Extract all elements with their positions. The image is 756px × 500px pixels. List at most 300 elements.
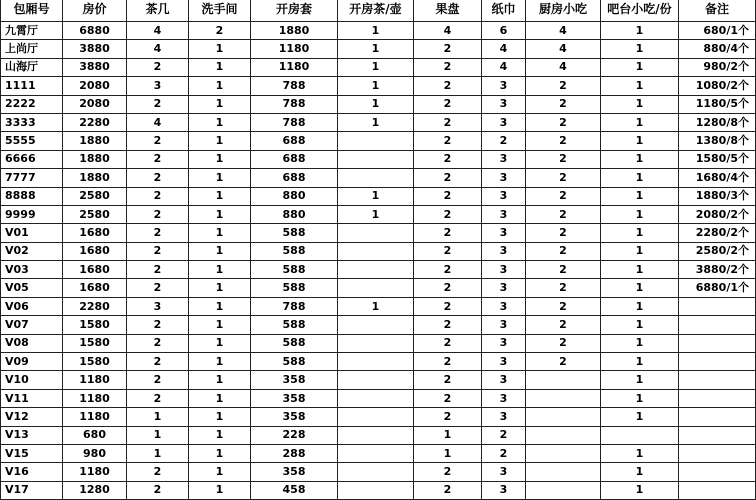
cell-bar-snack[interactable]: 1 xyxy=(601,150,679,168)
header-tea-table[interactable]: 茶几 xyxy=(127,0,189,22)
cell-tea-table[interactable]: 2 xyxy=(127,169,189,187)
cell-room-set[interactable]: 688 xyxy=(251,169,338,187)
cell-restroom[interactable]: 1 xyxy=(189,334,251,352)
cell-room-price[interactable]: 980 xyxy=(63,444,127,462)
cell-tissue[interactable]: 3 xyxy=(482,205,526,223)
cell-bar-snack[interactable]: 1 xyxy=(601,353,679,371)
cell-restroom[interactable]: 1 xyxy=(189,389,251,407)
cell-fruit-plate[interactable]: 2 xyxy=(414,58,482,76)
cell-tea-table[interactable]: 3 xyxy=(127,297,189,315)
cell-room-set[interactable]: 688 xyxy=(251,150,338,168)
cell-tea-table[interactable]: 2 xyxy=(127,242,189,260)
cell-bar-snack[interactable]: 1 xyxy=(601,58,679,76)
cell-room-price[interactable]: 6880 xyxy=(63,22,127,40)
cell-kitchen-snack[interactable]: 4 xyxy=(526,22,601,40)
cell-restroom[interactable]: 1 xyxy=(189,426,251,444)
cell-room-tea[interactable] xyxy=(338,408,414,426)
cell-notes[interactable] xyxy=(679,334,756,352)
cell-room-no[interactable]: V15 xyxy=(1,444,63,462)
cell-room-price[interactable]: 1580 xyxy=(63,353,127,371)
cell-kitchen-snack[interactable]: 4 xyxy=(526,58,601,76)
cell-room-no[interactable]: V10 xyxy=(1,371,63,389)
cell-fruit-plate[interactable]: 2 xyxy=(414,481,482,499)
cell-room-price[interactable]: 1880 xyxy=(63,150,127,168)
cell-tissue[interactable]: 3 xyxy=(482,279,526,297)
cell-room-price[interactable]: 1180 xyxy=(63,389,127,407)
cell-kitchen-snack[interactable]: 2 xyxy=(526,150,601,168)
cell-kitchen-snack[interactable] xyxy=(526,463,601,481)
cell-bar-snack[interactable]: 1 xyxy=(601,242,679,260)
cell-restroom[interactable]: 1 xyxy=(189,187,251,205)
header-tissue[interactable]: 纸巾 xyxy=(482,0,526,22)
cell-room-set[interactable]: 1880 xyxy=(251,22,338,40)
cell-bar-snack[interactable] xyxy=(601,426,679,444)
cell-room-tea[interactable]: 1 xyxy=(338,95,414,113)
cell-room-price[interactable]: 1880 xyxy=(63,132,127,150)
cell-room-price[interactable]: 2580 xyxy=(63,205,127,223)
cell-tissue[interactable]: 3 xyxy=(482,408,526,426)
cell-room-price[interactable]: 3880 xyxy=(63,40,127,58)
cell-bar-snack[interactable]: 1 xyxy=(601,279,679,297)
cell-room-set[interactable]: 880 xyxy=(251,205,338,223)
cell-room-set[interactable]: 458 xyxy=(251,481,338,499)
cell-fruit-plate[interactable]: 2 xyxy=(414,463,482,481)
cell-tea-table[interactable]: 4 xyxy=(127,113,189,131)
cell-bar-snack[interactable]: 1 xyxy=(601,95,679,113)
cell-bar-snack[interactable]: 1 xyxy=(601,297,679,315)
cell-kitchen-snack[interactable]: 2 xyxy=(526,95,601,113)
cell-notes[interactable] xyxy=(679,426,756,444)
cell-restroom[interactable]: 1 xyxy=(189,353,251,371)
cell-tea-table[interactable]: 2 xyxy=(127,463,189,481)
cell-kitchen-snack[interactable] xyxy=(526,426,601,444)
cell-kitchen-snack[interactable] xyxy=(526,389,601,407)
cell-room-set[interactable]: 358 xyxy=(251,408,338,426)
cell-room-set[interactable]: 588 xyxy=(251,334,338,352)
cell-notes[interactable]: 680/1个 xyxy=(679,22,756,40)
cell-room-price[interactable]: 680 xyxy=(63,426,127,444)
cell-room-tea[interactable]: 1 xyxy=(338,22,414,40)
cell-room-set[interactable]: 588 xyxy=(251,316,338,334)
cell-restroom[interactable]: 1 xyxy=(189,297,251,315)
cell-room-tea[interactable]: 1 xyxy=(338,187,414,205)
cell-fruit-plate[interactable]: 2 xyxy=(414,95,482,113)
cell-room-price[interactable]: 1880 xyxy=(63,169,127,187)
cell-room-no[interactable]: V03 xyxy=(1,261,63,279)
cell-tissue[interactable]: 2 xyxy=(482,132,526,150)
cell-bar-snack[interactable]: 1 xyxy=(601,463,679,481)
cell-tea-table[interactable]: 2 xyxy=(127,334,189,352)
cell-fruit-plate[interactable]: 2 xyxy=(414,316,482,334)
cell-notes[interactable]: 6880/1个 xyxy=(679,279,756,297)
cell-room-tea[interactable]: 1 xyxy=(338,40,414,58)
cell-room-set[interactable]: 1180 xyxy=(251,58,338,76)
cell-tissue[interactable]: 3 xyxy=(482,316,526,334)
cell-bar-snack[interactable]: 1 xyxy=(601,224,679,242)
cell-fruit-plate[interactable]: 2 xyxy=(414,353,482,371)
cell-room-price[interactable]: 1680 xyxy=(63,242,127,260)
cell-tissue[interactable]: 3 xyxy=(482,242,526,260)
cell-room-tea[interactable]: 1 xyxy=(338,205,414,223)
cell-room-no[interactable]: 九霄厅 xyxy=(1,22,63,40)
cell-fruit-plate[interactable]: 2 xyxy=(414,389,482,407)
cell-room-no[interactable]: 2222 xyxy=(1,95,63,113)
cell-fruit-plate[interactable]: 2 xyxy=(414,279,482,297)
cell-room-price[interactable]: 1580 xyxy=(63,334,127,352)
cell-room-set[interactable]: 1180 xyxy=(251,40,338,58)
cell-room-set[interactable]: 788 xyxy=(251,95,338,113)
cell-notes[interactable] xyxy=(679,444,756,462)
cell-restroom[interactable]: 1 xyxy=(189,132,251,150)
cell-room-price[interactable]: 2280 xyxy=(63,297,127,315)
cell-notes[interactable]: 1380/8个 xyxy=(679,132,756,150)
cell-room-tea[interactable] xyxy=(338,242,414,260)
cell-room-tea[interactable] xyxy=(338,463,414,481)
header-room-price[interactable]: 房价 xyxy=(63,0,127,22)
cell-notes[interactable]: 1280/8个 xyxy=(679,113,756,131)
cell-room-set[interactable]: 788 xyxy=(251,77,338,95)
cell-room-price[interactable]: 2080 xyxy=(63,95,127,113)
cell-tea-table[interactable]: 2 xyxy=(127,224,189,242)
cell-fruit-plate[interactable]: 2 xyxy=(414,224,482,242)
cell-room-no[interactable]: V16 xyxy=(1,463,63,481)
cell-restroom[interactable]: 1 xyxy=(189,242,251,260)
cell-bar-snack[interactable]: 1 xyxy=(601,132,679,150)
cell-tea-table[interactable]: 2 xyxy=(127,95,189,113)
cell-tissue[interactable]: 3 xyxy=(482,224,526,242)
cell-notes[interactable] xyxy=(679,297,756,315)
cell-tissue[interactable]: 3 xyxy=(482,353,526,371)
cell-room-no[interactable]: 5555 xyxy=(1,132,63,150)
header-fruit-plate[interactable]: 果盘 xyxy=(414,0,482,22)
cell-kitchen-snack[interactable]: 2 xyxy=(526,242,601,260)
cell-restroom[interactable]: 1 xyxy=(189,408,251,426)
cell-bar-snack[interactable]: 1 xyxy=(601,334,679,352)
cell-restroom[interactable]: 1 xyxy=(189,40,251,58)
cell-room-set[interactable]: 588 xyxy=(251,261,338,279)
cell-restroom[interactable]: 1 xyxy=(189,205,251,223)
table-row xyxy=(1,316,756,334)
cell-room-price[interactable]: 1680 xyxy=(63,224,127,242)
cell-fruit-plate[interactable]: 2 xyxy=(414,187,482,205)
cell-tea-table[interactable]: 2 xyxy=(127,371,189,389)
cell-room-no[interactable]: V07 xyxy=(1,316,63,334)
cell-bar-snack[interactable]: 1 xyxy=(601,40,679,58)
cell-fruit-plate[interactable]: 2 xyxy=(414,205,482,223)
cell-fruit-plate[interactable]: 2 xyxy=(414,261,482,279)
cell-restroom[interactable]: 1 xyxy=(189,224,251,242)
cell-notes[interactable] xyxy=(679,353,756,371)
cell-tissue[interactable]: 3 xyxy=(482,371,526,389)
cell-room-price[interactable]: 1280 xyxy=(63,481,127,499)
table-row xyxy=(1,113,756,131)
cell-tea-table[interactable]: 4 xyxy=(127,22,189,40)
cell-kitchen-snack[interactable] xyxy=(526,408,601,426)
cell-bar-snack[interactable]: 1 xyxy=(601,22,679,40)
cell-tea-table[interactable]: 2 xyxy=(127,205,189,223)
cell-fruit-plate[interactable]: 2 xyxy=(414,408,482,426)
cell-room-set[interactable]: 880 xyxy=(251,187,338,205)
cell-restroom[interactable]: 1 xyxy=(189,463,251,481)
cell-kitchen-snack[interactable]: 2 xyxy=(526,224,601,242)
cell-tea-table[interactable]: 2 xyxy=(127,316,189,334)
cell-bar-snack[interactable]: 1 xyxy=(601,389,679,407)
cell-room-tea[interactable] xyxy=(338,169,414,187)
cell-room-price[interactable]: 2280 xyxy=(63,113,127,131)
cell-tea-table[interactable]: 2 xyxy=(127,389,189,407)
cell-room-tea[interactable] xyxy=(338,279,414,297)
cell-notes[interactable] xyxy=(679,463,756,481)
cell-bar-snack[interactable]: 1 xyxy=(601,77,679,95)
cell-room-price[interactable]: 1580 xyxy=(63,316,127,334)
cell-fruit-plate[interactable]: 4 xyxy=(414,22,482,40)
cell-room-set[interactable]: 788 xyxy=(251,113,338,131)
cell-tea-table[interactable]: 1 xyxy=(127,426,189,444)
cell-room-set[interactable]: 358 xyxy=(251,463,338,481)
cell-room-set[interactable]: 688 xyxy=(251,132,338,150)
cell-tissue[interactable]: 6 xyxy=(482,22,526,40)
cell-tissue[interactable]: 4 xyxy=(482,58,526,76)
cell-fruit-plate[interactable]: 2 xyxy=(414,334,482,352)
cell-bar-snack[interactable]: 1 xyxy=(601,261,679,279)
cell-tissue[interactable]: 4 xyxy=(482,40,526,58)
cell-tea-table[interactable]: 4 xyxy=(127,40,189,58)
cell-room-tea[interactable]: 1 xyxy=(338,297,414,315)
cell-room-tea[interactable] xyxy=(338,426,414,444)
cell-room-tea[interactable]: 1 xyxy=(338,113,414,131)
header-room-set[interactable]: 开房套 xyxy=(251,0,338,22)
cell-kitchen-snack[interactable]: 2 xyxy=(526,132,601,150)
cell-tea-table[interactable]: 1 xyxy=(127,408,189,426)
cell-kitchen-snack[interactable]: 2 xyxy=(526,261,601,279)
cell-fruit-plate[interactable]: 2 xyxy=(414,150,482,168)
cell-notes[interactable]: 1180/5个 xyxy=(679,95,756,113)
cell-room-no[interactable]: 上尚厅 xyxy=(1,40,63,58)
cell-tissue[interactable]: 2 xyxy=(482,426,526,444)
cell-room-price[interactable]: 1680 xyxy=(63,279,127,297)
header-room-no[interactable]: 包厢号 xyxy=(1,0,63,22)
cell-restroom[interactable]: 1 xyxy=(189,444,251,462)
cell-fruit-plate[interactable]: 1 xyxy=(414,426,482,444)
cell-room-no[interactable]: 9999 xyxy=(1,205,63,223)
cell-fruit-plate[interactable]: 2 xyxy=(414,169,482,187)
cell-kitchen-snack[interactable]: 2 xyxy=(526,113,601,131)
cell-bar-snack[interactable]: 1 xyxy=(601,408,679,426)
cell-room-no[interactable]: V17 xyxy=(1,481,63,499)
cell-tea-table[interactable]: 1 xyxy=(127,444,189,462)
cell-room-tea[interactable] xyxy=(338,481,414,499)
cell-tea-table[interactable]: 2 xyxy=(127,279,189,297)
cell-tissue[interactable]: 3 xyxy=(482,334,526,352)
cell-tissue[interactable]: 3 xyxy=(482,150,526,168)
cell-bar-snack[interactable]: 1 xyxy=(601,169,679,187)
cell-tissue[interactable]: 3 xyxy=(482,389,526,407)
cell-room-no[interactable]: 山海厅 xyxy=(1,58,63,76)
cell-restroom[interactable]: 1 xyxy=(189,77,251,95)
cell-tissue[interactable]: 3 xyxy=(482,77,526,95)
cell-room-set[interactable]: 358 xyxy=(251,371,338,389)
cell-tea-table[interactable]: 2 xyxy=(127,150,189,168)
cell-room-no[interactable]: V02 xyxy=(1,242,63,260)
cell-room-tea[interactable] xyxy=(338,334,414,352)
cell-restroom[interactable]: 1 xyxy=(189,371,251,389)
cell-kitchen-snack[interactable]: 2 xyxy=(526,353,601,371)
cell-room-no[interactable]: V12 xyxy=(1,408,63,426)
cell-room-set[interactable]: 288 xyxy=(251,444,338,462)
cell-kitchen-snack[interactable]: 2 xyxy=(526,169,601,187)
cell-room-no[interactable]: V08 xyxy=(1,334,63,352)
cell-kitchen-snack[interactable]: 2 xyxy=(526,279,601,297)
cell-notes[interactable]: 2580/2个 xyxy=(679,242,756,260)
table-row xyxy=(1,334,756,352)
cell-bar-snack[interactable]: 1 xyxy=(601,113,679,131)
header-notes[interactable]: 备注 xyxy=(679,0,756,22)
cell-room-no[interactable]: V01 xyxy=(1,224,63,242)
cell-tissue[interactable]: 3 xyxy=(482,187,526,205)
cell-notes[interactable]: 3880/2个 xyxy=(679,261,756,279)
cell-room-no[interactable]: 6666 xyxy=(1,150,63,168)
cell-fruit-plate[interactable]: 2 xyxy=(414,371,482,389)
cell-room-price[interactable]: 1180 xyxy=(63,408,127,426)
cell-room-set[interactable]: 788 xyxy=(251,297,338,315)
cell-room-price[interactable]: 2080 xyxy=(63,77,127,95)
cell-tea-table[interactable]: 2 xyxy=(127,481,189,499)
cell-tissue[interactable]: 3 xyxy=(482,169,526,187)
cell-tea-table[interactable]: 2 xyxy=(127,132,189,150)
cell-tissue[interactable]: 3 xyxy=(482,463,526,481)
cell-room-tea[interactable] xyxy=(338,132,414,150)
cell-restroom[interactable]: 1 xyxy=(189,261,251,279)
cell-restroom[interactable]: 1 xyxy=(189,279,251,297)
cell-kitchen-snack[interactable] xyxy=(526,481,601,499)
cell-room-tea[interactable] xyxy=(338,316,414,334)
cell-tissue[interactable]: 3 xyxy=(482,95,526,113)
cell-tissue[interactable]: 3 xyxy=(482,113,526,131)
cell-notes[interactable]: 1080/2个 xyxy=(679,77,756,95)
cell-fruit-plate[interactable]: 2 xyxy=(414,132,482,150)
header-kitchen-snack[interactable]: 厨房小吃 xyxy=(526,0,601,22)
cell-room-set[interactable]: 588 xyxy=(251,224,338,242)
cell-room-no[interactable]: V06 xyxy=(1,297,63,315)
cell-bar-snack[interactable]: 1 xyxy=(601,481,679,499)
cell-restroom[interactable]: 1 xyxy=(189,169,251,187)
header-room-tea[interactable]: 开房茶/壶 xyxy=(338,0,414,22)
cell-room-price[interactable]: 1180 xyxy=(63,371,127,389)
cell-kitchen-snack[interactable]: 2 xyxy=(526,316,601,334)
cell-room-set[interactable]: 588 xyxy=(251,242,338,260)
cell-tea-table[interactable]: 3 xyxy=(127,77,189,95)
cell-notes[interactable]: 2080/2个 xyxy=(679,205,756,223)
cell-room-set[interactable]: 358 xyxy=(251,389,338,407)
cell-notes[interactable] xyxy=(679,481,756,499)
cell-tissue[interactable]: 2 xyxy=(482,444,526,462)
cell-kitchen-snack[interactable]: 2 xyxy=(526,77,601,95)
cell-restroom[interactable]: 1 xyxy=(189,113,251,131)
cell-room-no[interactable]: V11 xyxy=(1,389,63,407)
cell-room-tea[interactable]: 1 xyxy=(338,58,414,76)
cell-room-tea[interactable] xyxy=(338,150,414,168)
cell-bar-snack[interactable]: 1 xyxy=(601,371,679,389)
cell-room-set[interactable]: 588 xyxy=(251,353,338,371)
header-bar-snack[interactable]: 吧台小吃/份 xyxy=(601,0,679,22)
cell-room-tea[interactable] xyxy=(338,389,414,407)
cell-tissue[interactable]: 3 xyxy=(482,297,526,315)
cell-room-price[interactable]: 3880 xyxy=(63,58,127,76)
cell-restroom[interactable]: 1 xyxy=(189,481,251,499)
cell-room-price[interactable]: 1180 xyxy=(63,463,127,481)
cell-notes[interactable] xyxy=(679,371,756,389)
cell-notes[interactable]: 1880/3个 xyxy=(679,187,756,205)
cell-room-no[interactable]: V05 xyxy=(1,279,63,297)
cell-room-tea[interactable] xyxy=(338,444,414,462)
cell-notes[interactable] xyxy=(679,408,756,426)
cell-kitchen-snack[interactable]: 2 xyxy=(526,334,601,352)
cell-tissue[interactable]: 3 xyxy=(482,261,526,279)
cell-bar-snack[interactable]: 1 xyxy=(601,187,679,205)
cell-tissue[interactable]: 3 xyxy=(482,481,526,499)
cell-notes[interactable]: 980/2个 xyxy=(679,58,756,76)
cell-room-no[interactable]: 1111 xyxy=(1,77,63,95)
cell-fruit-plate[interactable]: 2 xyxy=(414,297,482,315)
cell-tea-table[interactable]: 2 xyxy=(127,261,189,279)
cell-notes[interactable] xyxy=(679,389,756,407)
cell-room-price[interactable]: 2580 xyxy=(63,187,127,205)
cell-room-no[interactable]: V09 xyxy=(1,353,63,371)
cell-fruit-plate[interactable]: 2 xyxy=(414,40,482,58)
cell-kitchen-snack[interactable]: 4 xyxy=(526,40,601,58)
cell-notes[interactable]: 2280/2个 xyxy=(679,224,756,242)
cell-restroom[interactable]: 1 xyxy=(189,58,251,76)
cell-kitchen-snack[interactable]: 2 xyxy=(526,297,601,315)
cell-bar-snack[interactable]: 1 xyxy=(601,444,679,462)
cell-kitchen-snack[interactable] xyxy=(526,444,601,462)
cell-fruit-plate[interactable]: 2 xyxy=(414,77,482,95)
cell-fruit-plate[interactable]: 2 xyxy=(414,242,482,260)
cell-bar-snack[interactable]: 1 xyxy=(601,316,679,334)
header-restroom[interactable]: 洗手间 xyxy=(189,0,251,22)
cell-room-price[interactable]: 1680 xyxy=(63,261,127,279)
cell-notes[interactable] xyxy=(679,316,756,334)
cell-bar-snack[interactable]: 1 xyxy=(601,205,679,223)
cell-room-set[interactable]: 228 xyxy=(251,426,338,444)
cell-restroom[interactable]: 1 xyxy=(189,150,251,168)
cell-restroom[interactable]: 1 xyxy=(189,316,251,334)
cell-restroom[interactable]: 2 xyxy=(189,22,251,40)
cell-room-tea[interactable] xyxy=(338,261,414,279)
cell-kitchen-snack[interactable]: 2 xyxy=(526,187,601,205)
cell-kitchen-snack[interactable]: 2 xyxy=(526,205,601,223)
cell-notes[interactable]: 1680/4个 xyxy=(679,169,756,187)
cell-room-tea[interactable] xyxy=(338,224,414,242)
cell-fruit-plate[interactable]: 1 xyxy=(414,444,482,462)
cell-restroom[interactable]: 1 xyxy=(189,95,251,113)
cell-tea-table[interactable]: 2 xyxy=(127,58,189,76)
cell-room-no[interactable]: V13 xyxy=(1,426,63,444)
cell-notes[interactable]: 1580/5个 xyxy=(679,150,756,168)
cell-kitchen-snack[interactable] xyxy=(526,371,601,389)
cell-notes[interactable]: 880/4个 xyxy=(679,40,756,58)
cell-room-no[interactable]: 8888 xyxy=(1,187,63,205)
cell-room-no[interactable]: 7777 xyxy=(1,169,63,187)
cell-room-tea[interactable] xyxy=(338,371,414,389)
cell-room-set[interactable]: 588 xyxy=(251,279,338,297)
cell-room-tea[interactable] xyxy=(338,353,414,371)
cell-room-tea[interactable]: 1 xyxy=(338,77,414,95)
cell-fruit-plate[interactable]: 2 xyxy=(414,113,482,131)
cell-room-no[interactable]: 3333 xyxy=(1,113,63,131)
cell-tea-table[interactable]: 2 xyxy=(127,353,189,371)
cell-tea-table[interactable]: 2 xyxy=(127,187,189,205)
